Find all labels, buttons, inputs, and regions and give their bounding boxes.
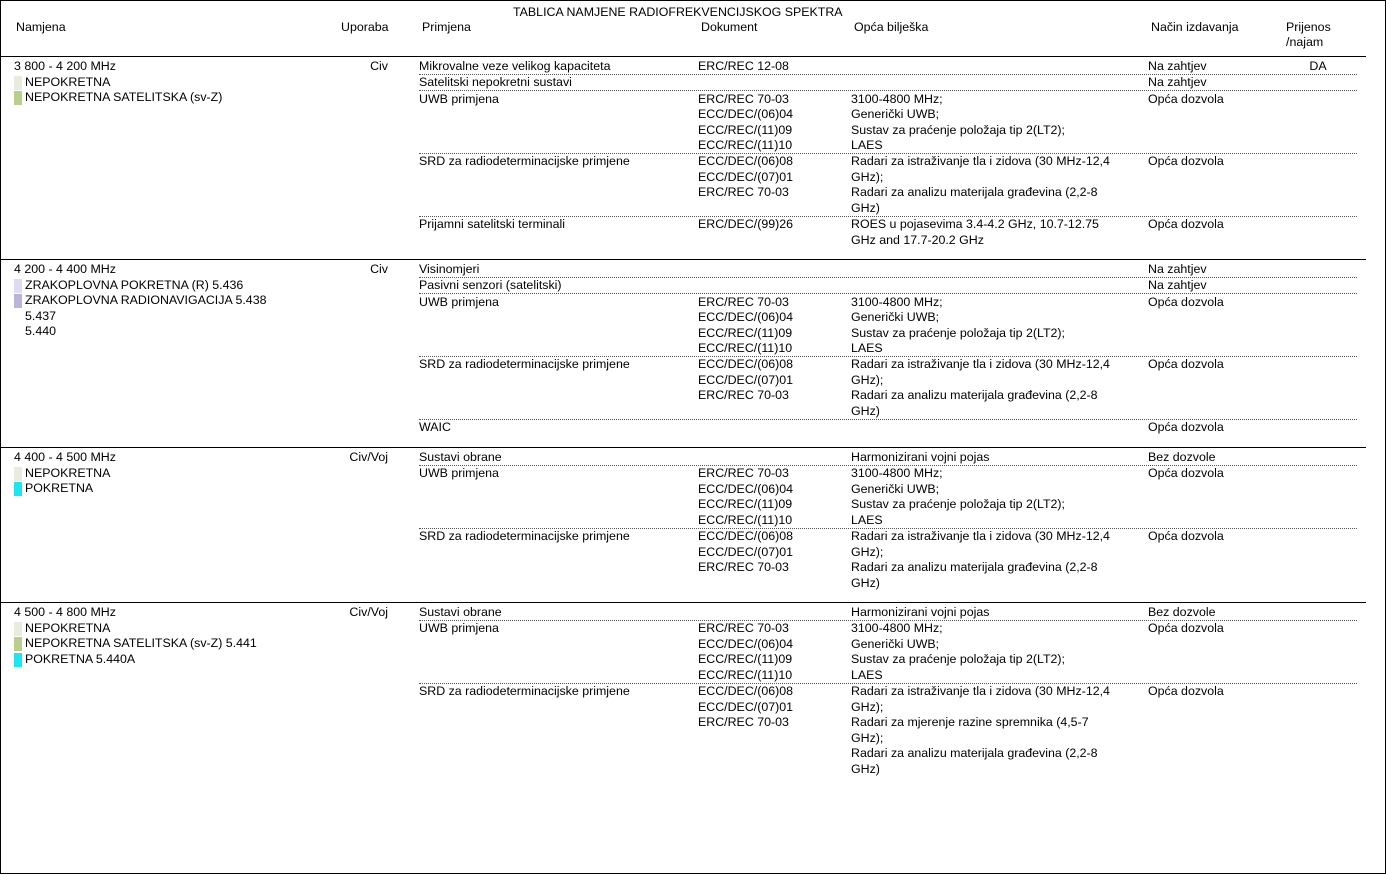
band-separator	[0, 259, 1366, 260]
service-color-swatch	[14, 279, 22, 293]
general-note-line: GHz);	[851, 372, 884, 387]
service-label: POKRETNA 5.440A	[25, 651, 136, 666]
document-ref	[698, 529, 793, 576]
service-color-swatch	[14, 637, 22, 651]
header-primjena: Primjena	[422, 20, 471, 34]
service-allocation	[14, 652, 135, 668]
general-note-line: Generički UWB;	[851, 481, 940, 496]
application-name: SRD za radiodeterminacijske primjene	[419, 357, 630, 372]
document-ref	[698, 357, 793, 404]
document-ref-line: ECC/DEC/(06)04	[698, 481, 794, 496]
general-note-line: Radari za mjerenje razine spremnika (4,5-7	[851, 715, 1089, 730]
issuance-mode: Opća dozvola	[1148, 154, 1224, 169]
general-note-line: GHz);	[851, 699, 884, 714]
application-name: SRD za radiodeterminacijske primjene	[419, 529, 630, 544]
general-note-line: GHz and 17.7-20.2 GHz	[851, 232, 984, 247]
general-note-line: Radari za analizu materijala građevina (2,2-8	[851, 560, 1098, 575]
service-label: 5.437	[25, 308, 57, 323]
document-ref-line: ECC/REC/(11)10	[698, 667, 793, 682]
general-note-line: GHz);	[851, 544, 884, 559]
service-label: NEPOKRETNA	[25, 465, 111, 480]
service-label: ZRAKOPLOVNA RADIONAVIGACIJA 5.438	[25, 293, 267, 307]
document-ref-line: ECC/DEC/(07)01	[698, 699, 794, 714]
general-note-line: 3100-4800 MHz;	[851, 621, 943, 636]
issuance-mode: Opća dozvola	[1148, 357, 1224, 372]
application-name: Prijamni satelitski terminali	[419, 217, 565, 232]
document-ref	[698, 466, 793, 528]
service-color-swatch	[14, 482, 22, 496]
service-allocation	[14, 293, 266, 309]
issuance-mode: Na zahtjev	[1148, 59, 1207, 73]
issuance-mode: Opća dozvola	[1148, 217, 1224, 232]
general-note-line: ROES u pojasevima 3.4-4.2 GHz, 10.7-12.75	[851, 217, 1099, 232]
document-ref-line: ECC/DEC/(06)08	[698, 529, 794, 544]
application-name: Sustavi obrane	[419, 605, 502, 619]
issuance-mode: Na zahtjev	[1148, 278, 1207, 293]
general-note	[851, 450, 1141, 466]
general-note	[851, 605, 1141, 621]
general-note-line: 3100-4800 MHz;	[851, 294, 943, 309]
service-color-swatch	[14, 653, 22, 667]
service-allocation	[14, 278, 243, 294]
band-separator	[0, 602, 1366, 603]
service-label: NEPOKRETNA	[25, 620, 111, 635]
service-label: POKRETNA	[25, 481, 94, 495]
document-ref-line: ERC/REC 70-03	[698, 185, 789, 200]
header-divider	[0, 56, 1366, 57]
service-allocation	[14, 481, 93, 497]
general-note-line: 3100-4800 MHz;	[851, 91, 943, 106]
service-allocation	[14, 636, 257, 652]
general-note-line: GHz)	[851, 575, 880, 590]
document-ref-line: ERC/DEC/(99)26	[698, 217, 794, 232]
general-note-line: LAES	[851, 512, 883, 527]
document-ref	[698, 217, 793, 233]
general-note	[851, 684, 1141, 777]
application-name: SRD za radiodeterminacijske primjene	[419, 154, 630, 169]
band-usage: Civ/Voj	[349, 605, 388, 619]
service-label: ZRAKOPLOVNA POKRETNA (R) 5.436	[25, 277, 244, 292]
general-note-line: Harmonizirani vojni pojas	[851, 450, 990, 464]
document-ref-line: ERC/REC 70-03	[698, 560, 789, 575]
service-color-swatch	[14, 91, 22, 105]
application-name: SRD za radiodeterminacijske primjene	[419, 684, 630, 699]
document-ref-line: ECC/DEC/(06)04	[698, 107, 794, 122]
general-note-line: Radari za istraživanje tla i zidova (30 MHz-12,4	[851, 357, 1110, 372]
document-ref-line: ECC/DEC/(06)08	[698, 684, 794, 699]
application-name: Sustavi obrane	[419, 450, 502, 464]
document-ref-line: ECC/REC/(11)09	[698, 652, 793, 667]
service-allocation	[14, 309, 56, 325]
general-note-line: Generički UWB;	[851, 107, 940, 122]
general-note-line: GHz)	[851, 761, 880, 776]
service-color-swatch	[14, 467, 22, 481]
header-namjena: Namjena	[16, 20, 66, 34]
document-ref-line: ERC/REC 70-03	[698, 621, 789, 636]
document-ref	[698, 684, 793, 731]
header-prijenos	[1286, 20, 1331, 50]
header-prijenos-line1: Prijenos	[1286, 20, 1331, 34]
general-note-line: LAES	[851, 138, 883, 153]
service-label: NEPOKRETNA SATELITSKA (sv-Z) 5.441	[25, 636, 257, 650]
general-note-line: Radari za analizu materijala građevina (2,2-8	[851, 746, 1098, 761]
general-note	[851, 92, 1141, 154]
issuance-mode: Opća dozvola	[1148, 294, 1224, 309]
document-ref-line: ECC/DEC/(06)04	[698, 310, 794, 325]
general-note	[851, 217, 1141, 248]
general-note-line: Radari za istraživanje tla i zidova (30 MHz-12,4	[851, 684, 1110, 699]
issuance-mode: Na zahtjev	[1148, 75, 1207, 90]
document-ref	[698, 295, 793, 357]
issuance-mode: Opća dozvola	[1148, 529, 1224, 544]
band-frequency: 4 400 - 4 500 MHz	[14, 450, 116, 464]
application-name: Pasivni senzori (satelitski)	[419, 278, 562, 293]
application-name: Mikrovalne veze velikog kapaciteta	[419, 59, 611, 73]
document-ref-line: ECC/REC/(11)09	[698, 497, 793, 512]
application-name: UWB primjena	[419, 621, 499, 636]
general-note-line: Radari za analizu materijala građevina (2,2-8	[851, 388, 1098, 403]
general-note-line: Sustav za praćenje položaja tip 2(LT2);	[851, 122, 1065, 137]
band-frequency: 4 500 - 4 800 MHz	[14, 605, 116, 619]
general-note-line: LAES	[851, 667, 883, 682]
general-note	[851, 466, 1141, 528]
application-name: WAIC	[419, 420, 451, 435]
band-usage: Civ	[370, 59, 388, 73]
document-ref	[698, 92, 793, 154]
service-color-swatch	[14, 76, 22, 90]
general-note-line: GHz)	[851, 403, 880, 418]
service-label: NEPOKRETNA	[25, 74, 111, 89]
document-ref-line: ERC/REC 70-03	[698, 715, 789, 730]
band-frequency: 4 200 - 4 400 MHz	[14, 262, 116, 276]
general-note	[851, 357, 1141, 419]
general-note-line: Sustav za praćenje položaja tip 2(LT2);	[851, 325, 1065, 340]
header-nacin: Način izdavanja	[1151, 20, 1239, 34]
general-note-line: GHz);	[851, 730, 884, 745]
general-note-line: Generički UWB;	[851, 310, 940, 325]
general-note-line: GHz);	[851, 169, 884, 184]
issuance-mode: Na zahtjev	[1148, 262, 1207, 276]
band-usage: Civ/Voj	[349, 450, 388, 464]
header-prijenos-line2: /najam	[1286, 35, 1324, 49]
general-note-line: Sustav za praćenje položaja tip 2(LT2);	[851, 497, 1065, 512]
document-title: TABLICA NAMJENE RADIOFREKVENCIJSKOG SPEKTRA	[513, 5, 843, 19]
issuance-mode: Bez dozvole	[1148, 605, 1216, 619]
general-note-line: Generički UWB;	[851, 636, 940, 651]
issuance-mode: Opća dozvola	[1148, 466, 1224, 481]
document-ref-line: ERC/REC 70-03	[698, 466, 789, 481]
general-note-line: Harmonizirani vojni pojas	[851, 605, 990, 619]
application-name: UWB primjena	[419, 466, 499, 481]
general-note-line: Sustav za praćenje položaja tip 2(LT2);	[851, 652, 1065, 667]
document-ref-line: ECC/REC/(11)09	[698, 122, 793, 137]
document-ref-line: ECC/REC/(11)10	[698, 138, 793, 153]
general-note-line: 3100-4800 MHz;	[851, 466, 943, 481]
service-allocation	[14, 90, 222, 106]
general-note-line: Radari za istraživanje tla i zidova (30 MHz-12,4	[851, 154, 1110, 169]
document-ref-line: ERC/REC 12-08	[698, 59, 789, 73]
application-name: UWB primjena	[419, 294, 499, 309]
general-note-line: LAES	[851, 341, 883, 356]
service-allocation	[14, 621, 110, 637]
document-ref-line: ERC/REC 70-03	[698, 91, 789, 106]
issuance-mode: Bez dozvole	[1148, 450, 1216, 464]
issuance-mode: Opća dozvola	[1148, 684, 1224, 699]
general-note	[851, 295, 1141, 357]
document-ref-line: ECC/REC/(11)10	[698, 341, 793, 356]
general-note-line: Radari za istraživanje tla i zidova (30 MHz-12,4	[851, 529, 1110, 544]
service-color-swatch	[14, 294, 22, 308]
document-ref-line: ECC/REC/(11)09	[698, 325, 793, 340]
document-ref-line: ECC/REC/(11)10	[698, 512, 793, 527]
band-frequency: 3 800 - 4 200 MHz	[14, 59, 116, 73]
header-biljeska: Opća bilješka	[854, 20, 929, 34]
document-ref-line: ECC/DEC/(06)04	[698, 636, 794, 651]
issuance-mode: Opća dozvola	[1148, 420, 1224, 435]
service-allocation	[14, 75, 110, 91]
header-dokument: Dokument	[701, 20, 758, 34]
document-ref-line: ECC/DEC/(07)01	[698, 372, 794, 387]
document-ref-line: ECC/DEC/(06)08	[698, 357, 794, 372]
document-ref-line: ERC/REC 70-03	[698, 388, 789, 403]
service-label: NEPOKRETNA SATELITSKA (sv-Z)	[25, 90, 223, 104]
document-ref	[698, 154, 793, 201]
service-allocation	[14, 324, 56, 340]
band-usage: Civ	[370, 262, 388, 276]
issuance-mode: Opća dozvola	[1148, 91, 1224, 106]
document-ref	[698, 621, 793, 683]
transfer-lease: DA	[1309, 59, 1327, 73]
header-uporaba: Uporaba	[341, 20, 389, 34]
document-ref-line: ECC/DEC/(06)08	[698, 154, 794, 169]
general-note	[851, 529, 1141, 591]
band-separator	[0, 447, 1366, 448]
service-label: 5.440	[25, 324, 57, 338]
application-name: Satelitski nepokretni sustavi	[419, 75, 572, 90]
service-color-swatch	[14, 622, 22, 636]
general-note	[851, 154, 1141, 216]
document-ref-line: ERC/REC 70-03	[698, 294, 789, 309]
application-name: Visinomjeri	[419, 262, 480, 276]
issuance-mode: Opća dozvola	[1148, 621, 1224, 636]
general-note-line: Radari za analizu materijala građevina (2,2-8	[851, 185, 1098, 200]
document-ref-line: ECC/DEC/(07)01	[698, 169, 794, 184]
general-note-line: GHz)	[851, 200, 880, 215]
application-name: UWB primjena	[419, 91, 499, 106]
document-ref	[698, 59, 789, 75]
service-allocation	[14, 466, 110, 482]
document-ref-line: ECC/DEC/(07)01	[698, 544, 794, 559]
general-note	[851, 621, 1141, 683]
